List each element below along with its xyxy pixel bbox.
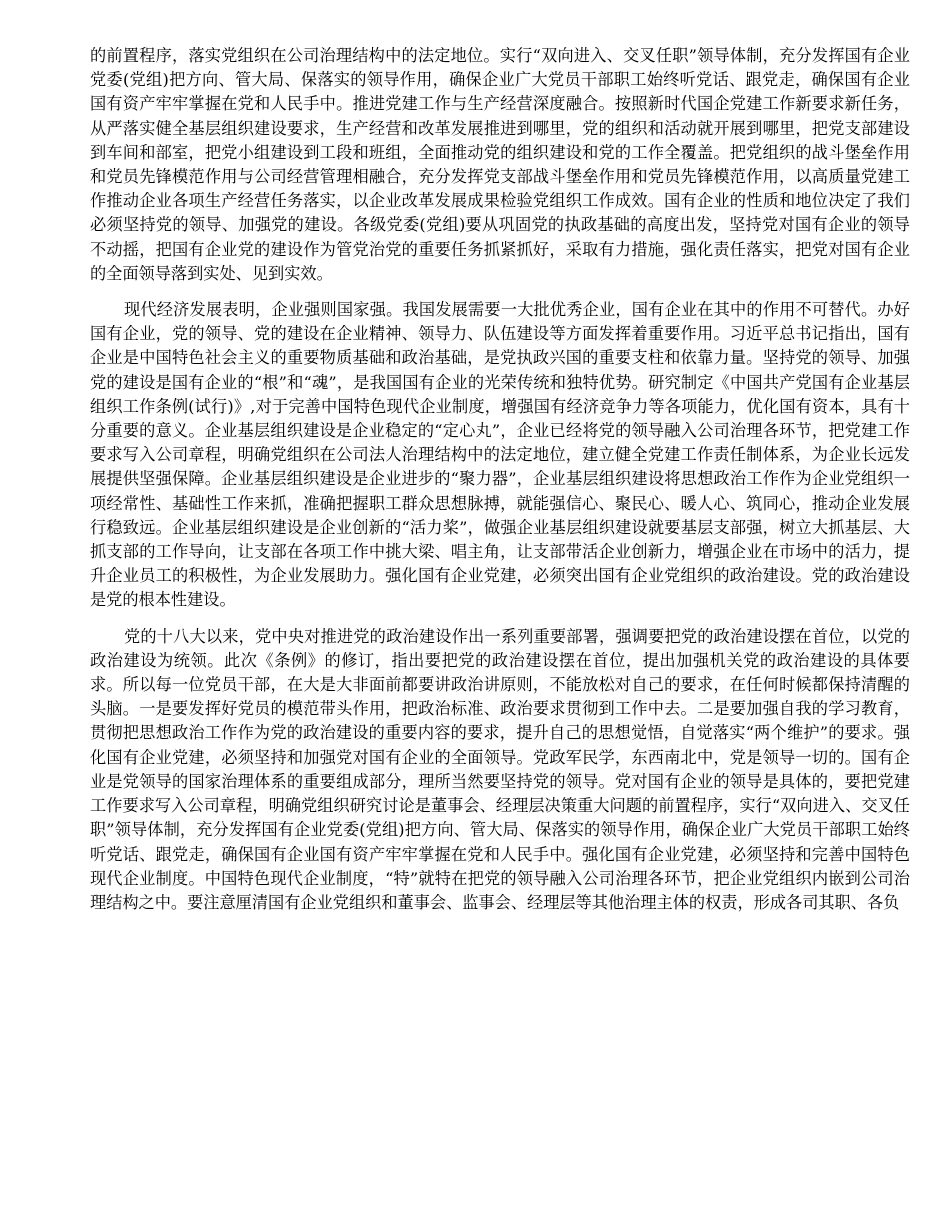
paragraph-gap (90, 286, 910, 298)
paragraph-1: 的前置程序，落实党组织在公司治理结构中的法定地位。实行“双向进入、交叉任职”领导体制，充分发挥国有企业党委(党组)把方向、管大局、保落实的领导作用，确保企业广大党员干部职工始终听党话、跟党走，确保国有企业国有资产牢牢掌握在党和人民手中。推进党建工作与生产经营深度融合。按照新时代国企党建工作新要求新任务，从严落实健全基层组织建设要求，生产经营和改革发展推进到哪里，党的组织和活动就开展到哪里，把党支部建设到车间和部室，把党小组建设到工段和班组，全面推动党的组织建设和党的工作全覆盖。把党组织的战斗堡垒作用和党员先锋模范作用与公司经营管理相融合，充分发挥党支部战斗堡垒作用和党员先锋模范作用，以高质量党建工作推动企业各项生产经营任务落实，以企业改革发展成果检验党组织工作成效。国有企业的性质和地位决定了我们必须坚持党的领导、加强党的建设。各级党委(党组)要从巩固党的执政基础的高度出发，坚持党对国有企业的领导不动摇，把国有企业党的建设作为管党治党的重要任务抓紧抓好，采取有力措施，强化责任落实，把党对国有企业的全面领导落到实处、见到实效。 (90, 46, 910, 283)
paragraph-gap (90, 613, 910, 625)
paragraph-3: 党的十八大以来，党中央对推进党的政治建设作出一系列重要部署，强调要把党的政治建设摆在首位，以党的政治建设为统领。此次《条例》的修订，指出要把党的政治建设摆在首位，提出加强机关党的政治建设的具体要求。所以每一位党员干部，在大是大非面前都要讲政治讲原则，不能放松对自己的要求，在任何时候都保持清醒的头脑。一是要发挥好党员的模范带头作用，把政治标准、政治要求贯彻到工作中去。二是要加强自我的学习教育，贯彻把思想政治工作作为党的政治建设的重要内容的要求，提升自己的思想觉悟，自觉落实“两个维护”的要求。强化国有企业党建，必须坚持和加强党对国有企业的全面领导。党政军民学，东西南北中，党是领导一切的。国有企业是党领导的国家治理体系的重要组成部分，理所当然要坚持党的领导。党对国有企业的领导是具体的，要把党建工作要求写入公司章程，明确党组织研究讨论是董事会、经理层决策重大问题的前置程序，实行“双向进入、交叉任职”领导体制，充分发挥国有企业党委(党组)把方向、管大局、保落实的领导作用，确保企业广大党员干部职工始终听党话、跟党走，确保国有企业国有资产牢牢掌握在党和人民手中。强化国有企业党建，必须坚持和完善中国特色现代企业制度。中国特色现代企业制度，“特”就特在把党的领导融入公司治理各环节，把企业党组织内嵌到公司治理结构之中。要注意厘清国有企业党组织和董事会、监事会、经理层等其他治理主体的权责，形成各司其职、各负 (90, 626, 910, 912)
paragraph-2: 现代经济发展表明，企业强则国家强。我国发展需要一大批优秀企业，国有企业在其中的作用不可替代。办好国有企业，党的领导、党的建设在企业精神、领导力、队伍建设等方面发挥着重要作用。习近平总书记指出，国有企业是中国特色社会主义的重要物质基础和政治基础，是党执政兴国的重要支柱和依靠力量。坚持党的领导、加强党的建设是国有企业的“根”和“魂”，是我国国有企业的光荣传统和独特优势。研究制定《中国共产党国有企业基层组织工作条例(试行)》,对于完善中国特色现代企业制度，增强国有经济竞争力等各项能力，优化国有资本，具有十分重要的意义。企业基层组织建设是企业稳定的“定心丸”，企业已经将党的领导融入公司治理各环节，把党建工作要求写入公司章程，明确党组织在公司法人治理结构中的法定地位，建立健全党建工作责任制体系，为企业长远发展提供坚强保障。企业基层组织建设是企业进步的“聚力器”，企业基层组织建设将思想政治工作作为企业党组织一项经常性、基础性工作来抓，准确把握职工群众思想脉搏，就能强信心、聚民心、暖人心、筑同心，推动企业发展行稳致远。企业基层组织建设是企业创新的“活力桨”，做强企业基层组织建设就要基层支部强，树立大抓基层、大抓支部的工作导向，让支部在各项工作中挑大梁、唱主角，让支部带活企业创新力，增强企业在市场中的活力，提升企业员工的积极性，为企业发展助力。强化国有企业党建，必须突出国有企业党组织的政治建设。党的政治建设是党的根本性建设。 (90, 300, 910, 610)
